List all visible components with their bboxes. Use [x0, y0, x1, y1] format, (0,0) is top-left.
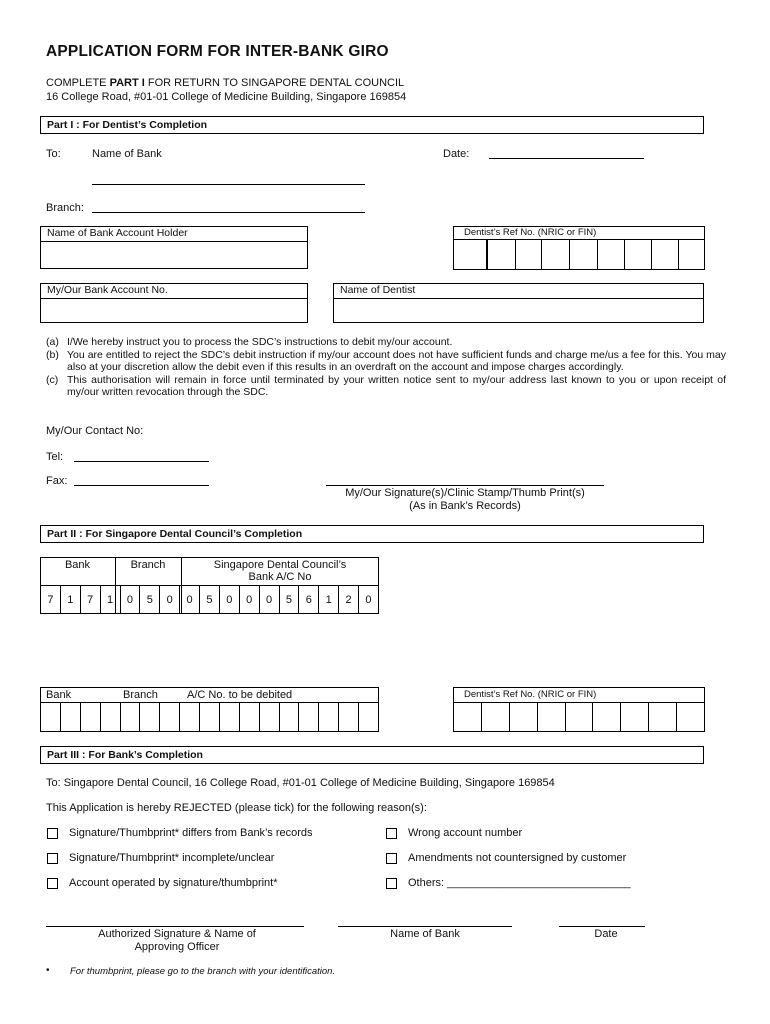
- sdc-account-label-2: Bank A/C No: [248, 571, 312, 583]
- debit-branch-label: Branch: [123, 689, 158, 701]
- ref-digit-cell[interactable]: [538, 702, 566, 731]
- debit-digit-cell[interactable]: [339, 702, 359, 731]
- dentist-name-box: [333, 283, 704, 323]
- reason-checkbox[interactable]: [47, 828, 58, 839]
- dentist-name-field[interactable]: [334, 299, 703, 323]
- bank-date-label: Date: [594, 928, 618, 940]
- ref-digit-cell[interactable]: [625, 240, 653, 269]
- clause-text: I/We hereby instruct you to process the SDC’s instructions to debit my/our account.: [67, 336, 453, 348]
- ref-digit-cell[interactable]: [570, 240, 598, 269]
- return-instruction: [46, 77, 404, 89]
- sdc-digit-cell: 0: [160, 586, 180, 613]
- ref-digit-cell[interactable]: [488, 240, 516, 269]
- ref-digit-cell[interactable]: [677, 702, 704, 731]
- auth-signature-label-2: Approving Officer: [134, 941, 220, 953]
- tel-label: Tel:: [46, 451, 64, 463]
- rejected-line: This Application is hereby REJECTED (please tick) for the following reason(s):: [46, 802, 427, 814]
- date-field[interactable]: [489, 158, 644, 159]
- bank-name-field[interactable]: [92, 184, 365, 185]
- ref-digit-cell[interactable]: [516, 240, 543, 269]
- ref-digit-cell[interactable]: [454, 240, 488, 269]
- ref-digit-cell[interactable]: [652, 240, 679, 269]
- ref-digit-cell[interactable]: [598, 240, 625, 269]
- dentist-ref-label: Dentist’s Ref No. (NRIC or FIN): [464, 227, 597, 238]
- clause-label: (a): [46, 336, 59, 348]
- bank-date-field[interactable]: [559, 926, 645, 927]
- reason-label: Amendments not countersigned by customer: [408, 852, 627, 864]
- sdc-digit-cell: 0: [365, 593, 372, 606]
- reason-checkbox[interactable]: [386, 828, 397, 839]
- name-of-bank-label: Name of Bank: [390, 928, 460, 940]
- debit-digit-cell[interactable]: [41, 702, 61, 731]
- ref-digit-cell[interactable]: [679, 240, 704, 269]
- dentist-ref-grid: [453, 239, 705, 270]
- ref-digit-cell[interactable]: [621, 702, 649, 731]
- ref-digit-cell[interactable]: [454, 702, 482, 731]
- reason-label: Account operated by signature/thumbprint*: [69, 877, 278, 889]
- footnote-text: For thumbprint, please go to the branch with your identification.: [70, 966, 336, 977]
- sdc-digit-cell: 7: [81, 586, 101, 613]
- ref-digit-cell[interactable]: [482, 702, 510, 731]
- sdc-digit-cell: 0: [220, 586, 240, 613]
- debit-digit-cell[interactable]: [101, 702, 121, 731]
- sdc-branch-label: Branch: [130, 559, 166, 571]
- bank-name-sign-field[interactable]: [338, 926, 512, 927]
- reason-checkbox[interactable]: [47, 853, 58, 864]
- tel-field[interactable]: [74, 461, 209, 462]
- reason-checkbox[interactable]: [386, 878, 397, 889]
- debit-digit-cell[interactable]: [299, 702, 319, 731]
- debit-digit-cell[interactable]: [260, 702, 280, 731]
- sdc-digit-cell: 1: [61, 586, 81, 613]
- council-address: 16 College Road, #01-01 College of Medicine Building, Singapore 169854: [46, 91, 407, 103]
- clause-c: [46, 374, 726, 399]
- return-prefix: COMPLETE: [46, 77, 110, 89]
- bank-to-line: To: Singapore Dental Council, 16 College Road, #01-01 College of Medicine Building, Singapore 169854: [46, 777, 555, 789]
- fax-field[interactable]: [74, 485, 209, 486]
- debit-bank-label: Bank: [46, 689, 72, 701]
- return-part: PART I: [109, 77, 145, 89]
- clause-a: [46, 336, 726, 349]
- sdc-digit-cell: 0: [121, 586, 141, 613]
- clause-text: You are entitled to reject the SDC’s debit instruction if my/our account does not have sufficient funds and charge me/us a fee for this. You may also at your discretion allow the debit even if this results in an overdraft on the account and impose charges accordingly.: [67, 348, 726, 374]
- dentist-ref-grid-2: [453, 702, 705, 732]
- ref-digit-cell[interactable]: [593, 702, 621, 731]
- debit-digit-cell[interactable]: [220, 702, 240, 731]
- account-holder-box: [40, 226, 308, 269]
- sdc-digit-cell: 0: [260, 586, 280, 613]
- clause-text: This authorisation will remain in force until terminated by your written notice sent to my/our address last known to you or upon receipt of my/our written revocation through the SDC.: [67, 373, 726, 399]
- sdc-digit-cell: 2: [339, 586, 359, 613]
- ref-digit-cell[interactable]: [542, 240, 570, 269]
- dentist-ref-label-2: Dentist’s Ref No. (NRIC or FIN): [454, 688, 704, 703]
- sdc-digit-cell: 0: [240, 586, 260, 613]
- reason-checkbox[interactable]: [386, 853, 397, 864]
- part2-heading: Part II : For Singapore Dental Council’s Completion: [40, 525, 704, 543]
- clause-label: (c): [46, 373, 59, 386]
- debit-digit-cell[interactable]: [280, 702, 300, 731]
- sdc-digit-cell: 1: [101, 586, 121, 613]
- sdc-digit-cell: 5: [140, 586, 160, 613]
- ref-digit-cell[interactable]: [649, 702, 677, 731]
- authorisation-clauses: [46, 336, 726, 399]
- ref-digit-cell[interactable]: [566, 702, 594, 731]
- sdc-digit-cell: 7: [41, 586, 61, 613]
- debit-digit-cell[interactable]: [240, 702, 260, 731]
- account-holder-field[interactable]: [41, 242, 307, 269]
- part1-heading: Part I : For Dentist’s Completion: [40, 116, 704, 134]
- reason-label: Others: ______________________________: [408, 877, 631, 889]
- to-label: To:: [46, 148, 61, 160]
- sdc-digit-cell: 5: [280, 586, 300, 613]
- debit-digit-cell[interactable]: [180, 702, 200, 731]
- contact-label: My/Our Contact No:: [46, 425, 144, 437]
- debit-digit-cell[interactable]: [160, 702, 180, 731]
- sdc-bank-label: Bank: [64, 559, 91, 571]
- reason-label: Signature/Thumbprint* differs from Bank’s records: [69, 827, 313, 839]
- sdc-digit-cell: 0: [180, 586, 200, 613]
- debit-digit-cell[interactable]: [61, 702, 81, 731]
- account-holder-label: Name of Bank Account Holder: [41, 227, 307, 242]
- debit-digit-cell[interactable]: [200, 702, 220, 731]
- sdc-account-label-1: Singapore Dental Council’s: [213, 559, 347, 571]
- debit-digit-cell[interactable]: [359, 702, 378, 731]
- sdc-digit-cell: 5: [200, 586, 220, 613]
- sdc-digit-cell: 6: [299, 586, 319, 613]
- form-title: APPLICATION FORM FOR INTER-BANK GIRO: [46, 43, 389, 60]
- date-label: Date:: [443, 148, 470, 160]
- debit-digit-grid: [40, 702, 379, 732]
- account-no-label: My/Our Bank Account No.: [41, 284, 307, 299]
- return-suffix: FOR RETURN TO SINGAPORE DENTAL COUNCIL: [144, 77, 405, 89]
- reason-checkbox[interactable]: [47, 878, 58, 889]
- account-no-field[interactable]: [41, 299, 307, 323]
- branch-label: Branch:: [46, 202, 84, 214]
- auth-signature-label-1: Authorized Signature & Name of: [98, 928, 256, 940]
- debit-digit-cell[interactable]: [121, 702, 141, 731]
- auth-signature-field[interactable]: [46, 926, 304, 927]
- debit-digit-cell[interactable]: [319, 702, 339, 731]
- part3-heading: Part III : For Bank’s Completion: [40, 746, 704, 764]
- debit-digit-cell[interactable]: [81, 702, 101, 731]
- bank-name-label: Name of Bank: [92, 148, 162, 160]
- reason-label: Signature/Thumbprint* incomplete/unclear: [69, 852, 275, 864]
- footnote-bullet: •: [46, 965, 50, 976]
- debit-digit-cell[interactable]: [140, 702, 160, 731]
- branch-field[interactable]: [92, 212, 365, 213]
- sdc-digit-grid: [40, 585, 379, 614]
- dentist-name-label: Name of Dentist: [334, 284, 703, 299]
- fax-label: Fax:: [46, 475, 68, 487]
- ref-digit-cell[interactable]: [510, 702, 538, 731]
- signature-sub-label: (As in Bank’s Records): [409, 500, 521, 512]
- clause-label: (b): [46, 348, 59, 361]
- account-no-box: [40, 283, 308, 323]
- sdc-digit-cell: 1: [319, 586, 339, 613]
- clause-b: [46, 349, 726, 374]
- signature-field[interactable]: [326, 485, 604, 486]
- signature-label: My/Our Signature(s)/Clinic Stamp/Thumb Print(s): [345, 487, 585, 499]
- reason-label: Wrong account number: [408, 827, 523, 839]
- debit-ac-label: A/C No. to be debited: [187, 689, 293, 701]
